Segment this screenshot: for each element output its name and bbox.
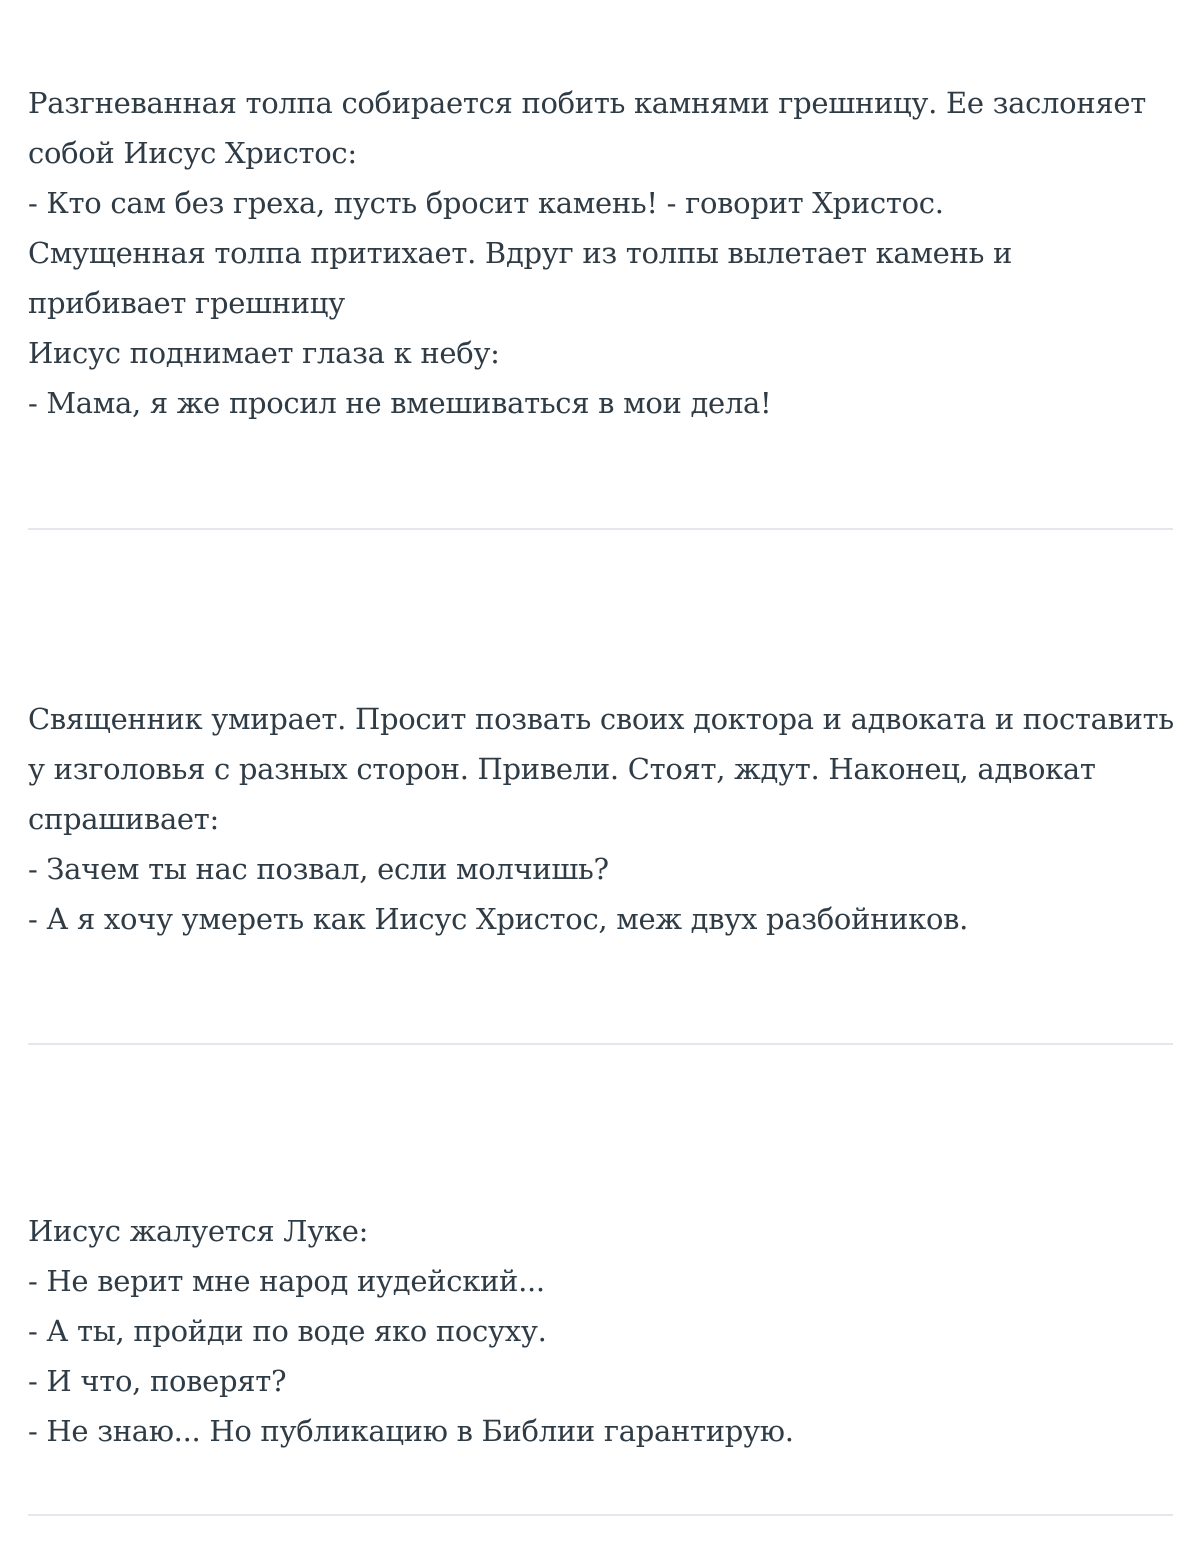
post-text-line: - Зачем ты нас позвал, если молчишь?: [28, 852, 609, 886]
post-text-line: - Мама, я же просил не вмешиваться в мои дела!: [28, 386, 772, 420]
post-text-line: - А я хочу умереть как Иисус Христос, меж двух разбойников.: [28, 902, 969, 936]
post-text-line: Смущенная толпа притихает. Вдруг из толпы вылетает камень и: [28, 236, 1013, 270]
post-text-line: Иисус жалуется Луке:: [28, 1214, 369, 1248]
post-text-line: собой Иисус Христос:: [28, 136, 357, 170]
post-text-line: Священник умирает. Просит позвать своих доктора и адвоката и поставить: [28, 702, 1174, 736]
post-text-line: - Кто сам без греха, пусть бросит камень! - говорит Христос.: [28, 186, 944, 220]
post-text-line: - И что, поверят?: [28, 1364, 287, 1398]
post-divider: [28, 1043, 1173, 1045]
post-text-line: - Не верит мне народ иудейский...: [28, 1264, 545, 1298]
joke-post: [28, 694, 1178, 944]
joke-post: [28, 78, 1178, 428]
post-text-line: Разгневанная толпа собирается побить камнями грешницу. Ее заслоняет: [28, 86, 1146, 120]
post-text-line: - А ты, пройди по воде яко посуху.: [28, 1314, 547, 1348]
joke-post: [28, 1206, 1178, 1456]
post-divider: [28, 1514, 1173, 1516]
post-text-line: Иисус поднимает глаза к небу:: [28, 336, 500, 370]
post-text-line: - Не знаю... Но публикацию в Библии гарантирую.: [28, 1414, 794, 1448]
post-text-line: спрашивает:: [28, 802, 220, 836]
post-text-line: прибивает грешницу: [28, 286, 345, 320]
post-text-line: у изголовья с разных сторон. Привели. Стоят, ждут. Наконец, адвокат: [28, 752, 1096, 786]
post-divider: [28, 528, 1173, 530]
